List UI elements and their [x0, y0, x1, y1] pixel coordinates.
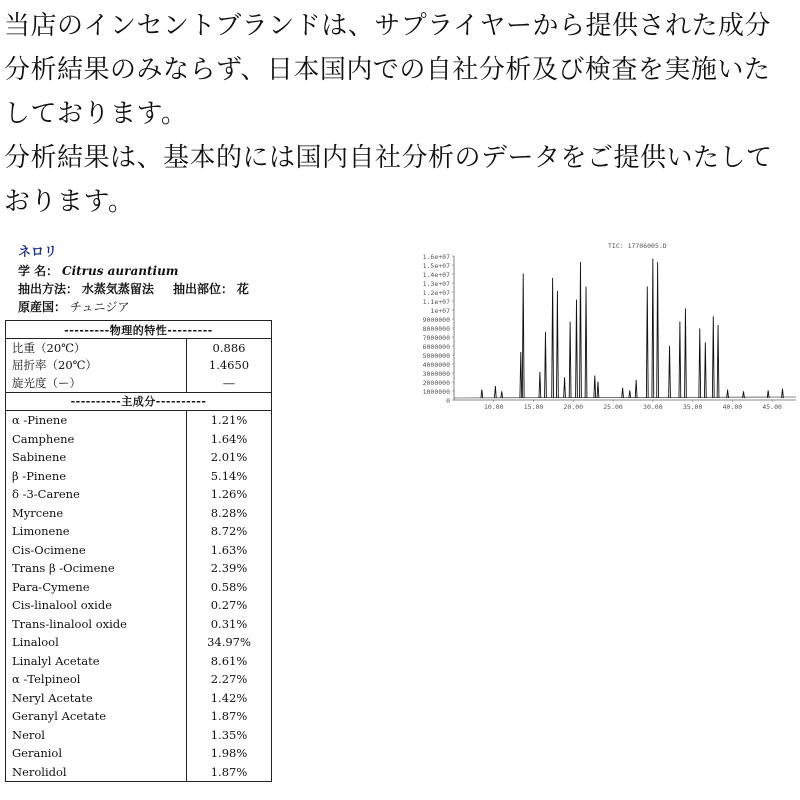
component-value: 1.87% — [187, 707, 272, 726]
scientific-name-row — [18, 262, 318, 280]
oil-name: ネロリ — [18, 245, 58, 260]
component-label: Nerol — [6, 725, 187, 744]
component-label: β -Pinene — [6, 466, 187, 485]
component-value: 2.39% — [187, 559, 272, 578]
y-tick-label: 3000000 — [422, 370, 450, 378]
component-label: Trans-linalool oxide — [6, 614, 187, 633]
property-row — [6, 357, 272, 374]
component-label: Trans β -Ocimene — [6, 559, 187, 578]
y-tick-label: 1e+07 — [430, 307, 450, 315]
chromatogram-peak — [685, 308, 687, 398]
part-label: 抽出部位： — [172, 282, 233, 296]
component-label: Linalyl Acetate — [6, 651, 187, 670]
component-value: 0.31% — [187, 614, 272, 633]
intro-paragraph-1: 当店のインセントブランドは、サプライヤーから提供された成分分析結果のみならず、日本国内での自社分析及び検査を実施いたしております。 — [4, 11, 771, 129]
component-row — [6, 762, 272, 781]
component-row — [6, 670, 272, 689]
component-row — [6, 503, 272, 522]
component-row — [6, 429, 272, 448]
chromatogram-peak — [501, 391, 503, 398]
chromatogram-peak — [699, 328, 701, 398]
component-row — [6, 410, 272, 429]
property-value: 1.4650 — [187, 357, 272, 374]
y-tick-label: 1000000 — [422, 388, 450, 396]
component-row — [6, 466, 272, 485]
component-value: 1.26% — [187, 485, 272, 504]
chromatogram-peak — [712, 316, 714, 398]
component-value: 8.28% — [187, 503, 272, 522]
component-value: 0.58% — [187, 577, 272, 596]
component-row — [6, 651, 272, 670]
chromatogram-peak — [539, 372, 541, 398]
chromatogram-peak — [522, 273, 524, 398]
intro-text — [4, 4, 796, 224]
x-tick-label: 10.00 — [483, 403, 504, 411]
component-value: 34.97% — [187, 633, 272, 652]
y-tick-label: 1.5e+07 — [422, 262, 450, 270]
component-label: Nerolidol — [6, 762, 187, 781]
x-tick-label: 20.00 — [563, 403, 584, 411]
x-tick-label: 40.00 — [722, 403, 743, 411]
chromatogram-peak — [622, 388, 624, 398]
component-label: Myrcene — [6, 503, 187, 522]
property-label: 屈折率（20℃） — [6, 357, 187, 374]
component-row — [6, 577, 272, 596]
y-tick-label: 1.2e+07 — [422, 289, 450, 297]
chromatogram-peak — [545, 332, 547, 398]
component-value: 1.21% — [187, 410, 272, 429]
chromatogram-peak — [564, 377, 566, 398]
component-value: 1.98% — [187, 744, 272, 763]
chromatogram-peak — [629, 390, 631, 398]
y-tick-label: 1.1e+07 — [422, 298, 450, 306]
component-row — [6, 744, 272, 763]
chromatogram-peak — [717, 325, 719, 398]
intro-paragraph-2: 分析結果は、基本的には国内自社分析のデータをご提供いたしております。 — [4, 143, 773, 217]
method-label: 抽出方法： — [18, 282, 79, 296]
property-row — [6, 339, 272, 357]
component-value: 1.35% — [187, 725, 272, 744]
component-label: Geranyl Acetate — [6, 707, 187, 726]
component-label: Cis-Ocimene — [6, 540, 187, 559]
component-label: Para-Cymene — [6, 577, 187, 596]
component-label: Neryl Acetate — [6, 688, 187, 707]
component-value: 5.14% — [187, 466, 272, 485]
component-row — [6, 614, 272, 633]
chromatogram-peak — [652, 259, 654, 398]
chromatogram-peak — [594, 376, 596, 398]
chromatogram-peak — [679, 321, 681, 398]
property-row — [6, 374, 272, 392]
y-tick-label: 8000000 — [422, 325, 450, 333]
chromatogram-peak — [576, 300, 578, 398]
component-value: 1.64% — [187, 429, 272, 448]
component-row — [6, 633, 272, 652]
y-tick-label: 4000000 — [422, 361, 450, 369]
x-tick-label: 45.00 — [762, 403, 782, 411]
component-label: Camphene — [6, 429, 187, 448]
property-value: ― — [187, 374, 272, 392]
origin-row — [18, 298, 318, 316]
y-tick-label: 1.6e+07 — [422, 253, 450, 261]
chromatogram-peak — [520, 352, 522, 398]
component-value: 2.01% — [187, 448, 272, 467]
x-tick-label: 30.00 — [643, 403, 663, 411]
component-label: Geraniol — [6, 744, 187, 763]
chromatogram-axes — [454, 256, 796, 400]
component-row — [6, 725, 272, 744]
chromatogram-peak — [669, 346, 671, 398]
chromatogram — [408, 238, 800, 418]
component-value: 0.27% — [187, 596, 272, 615]
origin-label: 原産国： — [18, 300, 67, 314]
y-tick-label: 6000000 — [422, 343, 450, 351]
chromatogram-peak — [782, 389, 784, 398]
component-label: δ -3-Carene — [6, 485, 187, 504]
component-value: 8.61% — [187, 651, 272, 670]
component-row — [6, 540, 272, 559]
x-tick-label: 25.00 — [603, 403, 623, 411]
chromatogram-peak — [580, 262, 582, 398]
chromatogram-peak — [727, 390, 729, 398]
property-label: 比重（20℃） — [6, 339, 187, 357]
component-value: 1.63% — [187, 540, 272, 559]
chromatogram-peak — [494, 386, 496, 398]
component-label: Cis-linalool oxide — [6, 596, 187, 615]
extraction-row — [18, 280, 318, 298]
component-row — [6, 485, 272, 504]
tic-label: TIC: 17706005.D — [608, 242, 667, 250]
component-row — [6, 707, 272, 726]
chromatogram-peak — [704, 342, 706, 398]
y-tick-label: 1.4e+07 — [422, 271, 450, 279]
scientific-name-label: 学 名： — [18, 264, 59, 278]
physical-properties-header: ---------物理的特性--------- — [6, 321, 272, 339]
chromatogram-peak — [646, 287, 648, 398]
chromatogram-peak — [597, 382, 599, 398]
y-tick-label: 5000000 — [422, 352, 450, 360]
component-value: 8.72% — [187, 522, 272, 541]
y-tick-label: 7000000 — [422, 334, 450, 342]
x-tick-label: 15.00 — [523, 403, 544, 411]
method-value: 水蒸気蒸留法 — [81, 282, 154, 296]
component-label: α -Pinene — [6, 410, 187, 429]
scientific-name: Citrus aurantium — [62, 264, 179, 278]
component-value: 1.42% — [187, 688, 272, 707]
component-label: α -Telpineol — [6, 670, 187, 689]
y-tick-label: 2000000 — [422, 379, 450, 387]
chromatogram-peak — [569, 321, 571, 398]
component-value: 1.87% — [187, 762, 272, 781]
chromatogram-peak — [585, 287, 587, 398]
analysis-table — [5, 320, 272, 782]
chromatogram-peak — [657, 262, 659, 398]
component-row — [6, 688, 272, 707]
component-label: Sabinene — [6, 448, 187, 467]
property-label: 旋光度（ー） — [6, 374, 187, 392]
oil-info — [18, 244, 318, 316]
y-tick-label: 9000000 — [422, 316, 450, 324]
chromatogram-peak — [552, 278, 554, 398]
component-row — [6, 522, 272, 541]
x-tick-label: 35.00 — [682, 403, 703, 411]
y-tick-label: 0 — [446, 397, 450, 405]
property-value: 0.886 — [187, 339, 272, 357]
y-tick-label: 1.3e+07 — [422, 280, 450, 288]
part-value: 花 — [236, 282, 249, 296]
component-row — [6, 448, 272, 467]
component-label: Limonene — [6, 522, 187, 541]
component-row — [6, 559, 272, 578]
component-label: Linalool — [6, 633, 187, 652]
main-components-header: ----------主成分---------- — [6, 392, 272, 410]
component-row — [6, 596, 272, 615]
chromatogram-peak — [481, 390, 483, 398]
chromatogram-peak — [556, 291, 558, 398]
chromatogram-peak — [635, 380, 637, 398]
origin-value: チュニジア — [69, 300, 130, 314]
component-value: 2.27% — [187, 670, 272, 689]
